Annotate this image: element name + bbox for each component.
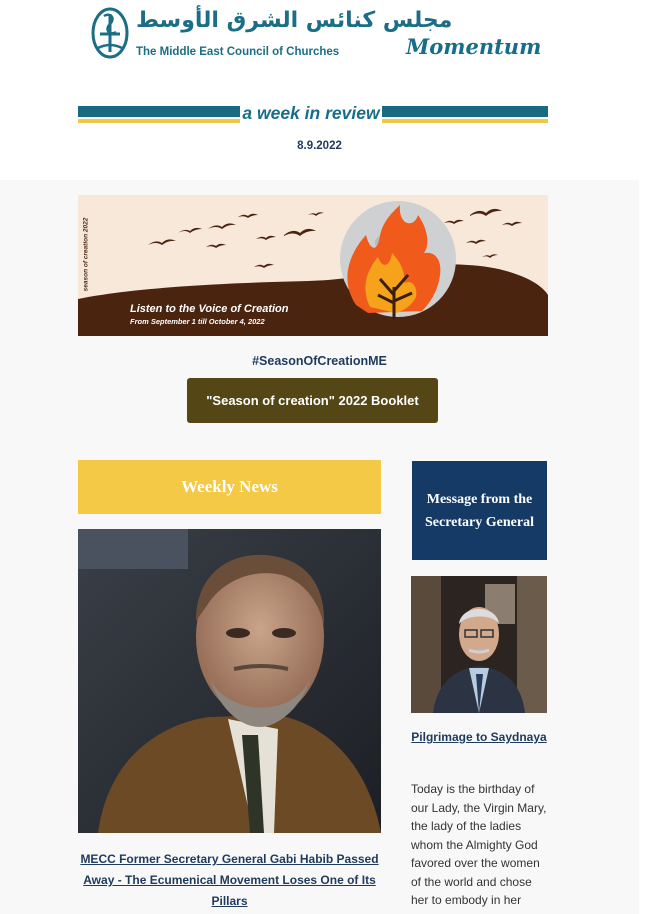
portrait-image: [78, 529, 381, 833]
secretary-heading: Message from the Secretary General: [412, 461, 547, 560]
secretary-article-link[interactable]: Pilgrimage to Saydnaya: [411, 730, 547, 744]
scrollbar-track[interactable]: [639, 0, 654, 914]
portrait-image: [411, 576, 547, 713]
secretary-article-excerpt: Today is the birthday of our Lady, the Virgin Mary, the lady of the ladies whom the Almighty God favored over the women of the world and chose her to embody in her: [411, 782, 547, 907]
banner-side-label: season of creation 2022: [82, 217, 90, 292]
hashtag: #SeasonOfCreationME: [252, 354, 387, 368]
banner-title: Listen to the Voice of Creation: [130, 303, 289, 315]
issue-date: 8.9.2022: [297, 140, 342, 152]
divider-bar-left: [78, 106, 240, 124]
logo-arabic-text: مجلس كنائس الشرق الأوسط: [136, 8, 453, 33]
tagline: a week in review: [242, 103, 380, 123]
weekly-news-heading: Weekly News: [78, 460, 381, 514]
secretary-general-photo[interactable]: [411, 576, 547, 713]
banner-subtitle: From September 1 till October 4, 2022: [130, 317, 265, 326]
newsletter-name: Momentum: [406, 34, 542, 59]
booklet-button[interactable]: "Season of creation" 2022 Booklet: [187, 378, 438, 423]
divider-bar-right: [382, 106, 548, 124]
news-article-link[interactable]: MECC Former Secretary General Gabi Habib Passed Away - The Ecumenical Movement Loses One of Its Pillars: [80, 852, 379, 908]
gabi-habib-photo[interactable]: [78, 529, 381, 833]
mecc-emblem-icon: [90, 4, 132, 60]
mecc-logo[interactable]: [90, 4, 453, 62]
season-of-creation-banner[interactable]: [78, 195, 548, 336]
logo-english-text: The Middle East Council of Churches: [136, 46, 340, 58]
